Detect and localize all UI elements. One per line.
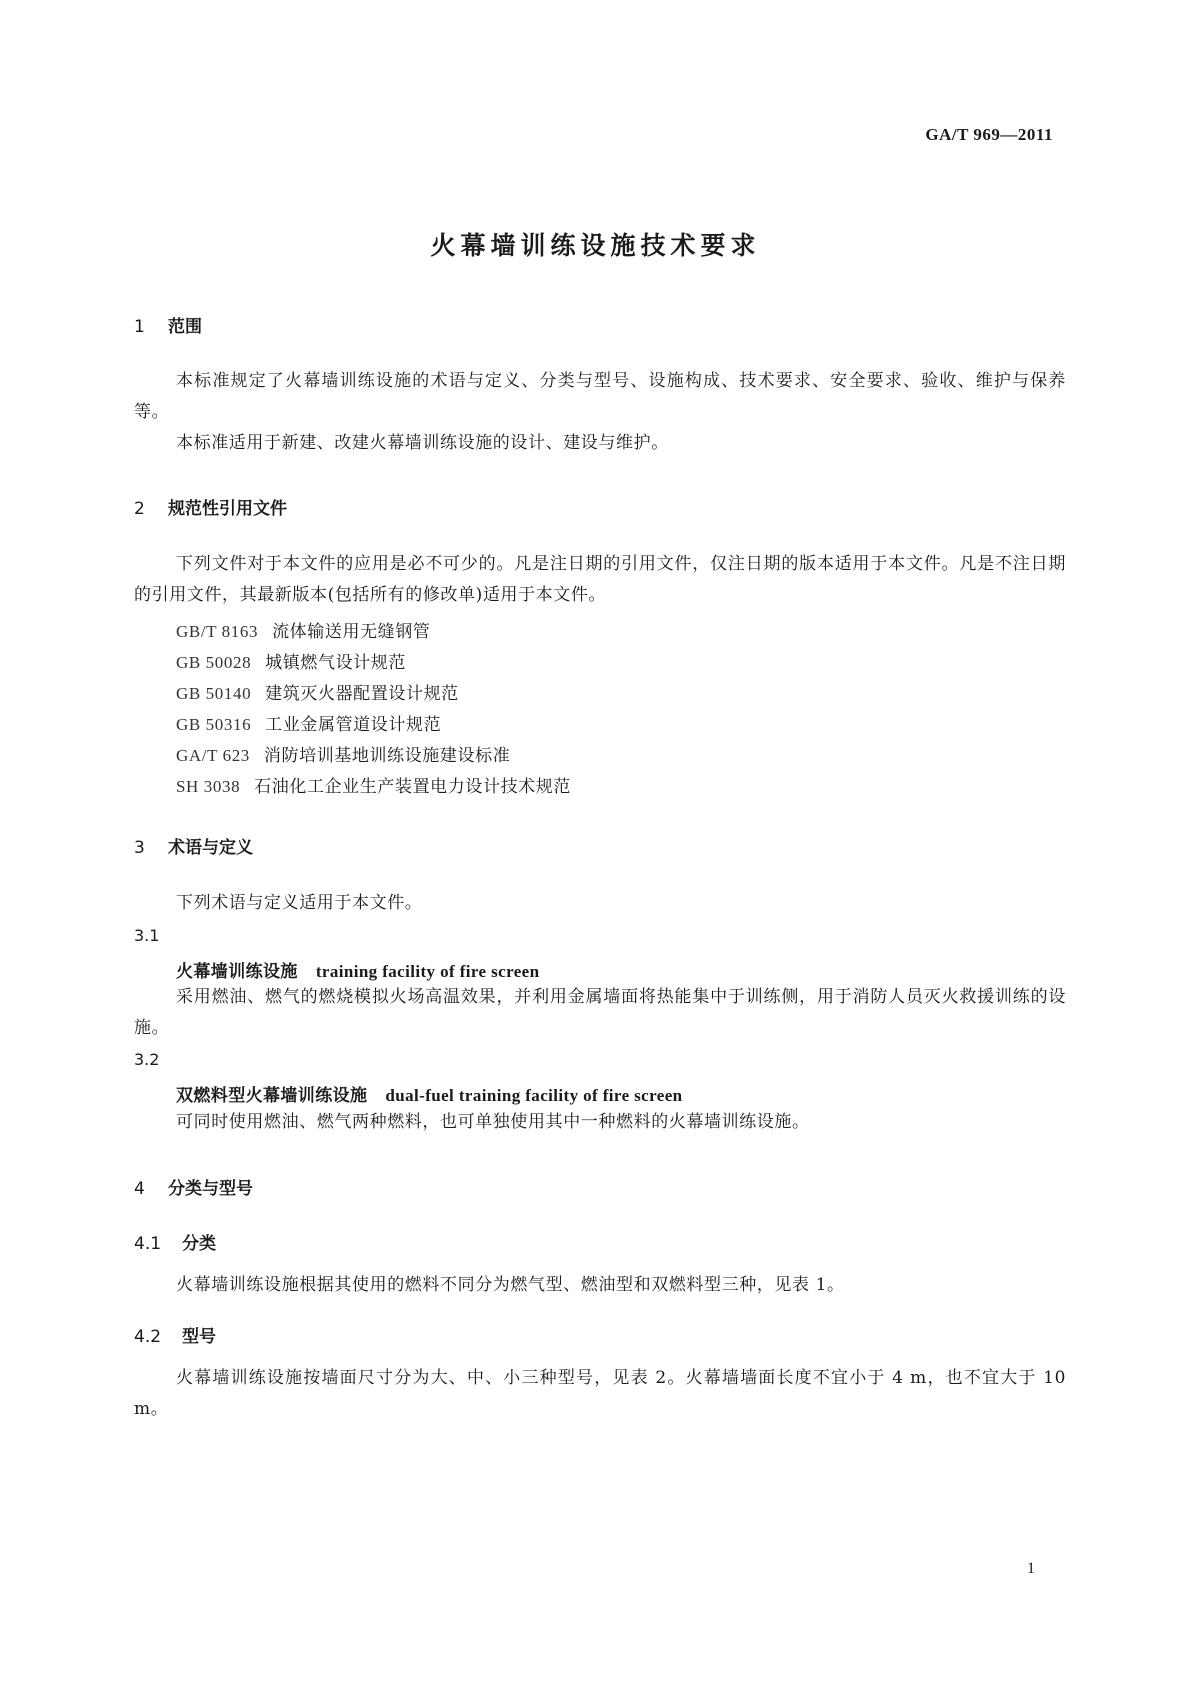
- section-4-heading: [134, 1174, 253, 1199]
- clause-number: 3.1: [134, 926, 160, 945]
- reference-code: GB/T 8163: [176, 622, 259, 641]
- term-definition: 可同时使用燃油、燃气两种燃料，也可单独使用其中一种燃料的火幕墙训练设施。: [176, 1112, 810, 1132]
- reference-title: 城镇燃气设计规范: [265, 653, 406, 673]
- section-2-heading: [134, 494, 287, 519]
- reference-item: [176, 741, 510, 766]
- reference-title: 流体输送用无缝钢管: [272, 622, 431, 642]
- reference-code: GB 50316: [176, 715, 252, 734]
- section-number: 4: [134, 1179, 145, 1199]
- subsection-4-2-heading: [134, 1322, 216, 1347]
- reference-title: 工业金属管道设计规范: [265, 715, 442, 735]
- subsection-title: 型号: [182, 1327, 216, 1347]
- term-chinese: 火幕墙训练设施: [176, 962, 298, 982]
- page-number: 1: [1027, 1560, 1035, 1577]
- term-chinese: 双燃料型火幕墙训练设施: [176, 1086, 368, 1106]
- reference-code: SH 3038: [176, 777, 241, 796]
- section-1-paragraph-2: 本标准适用于新建、改建火幕墙训练设施的设计、建设与维护。: [176, 433, 669, 453]
- subsection-title: 分类: [182, 1234, 216, 1254]
- term-english: dual-fuel training facility of fire screen: [385, 1086, 683, 1105]
- section-1-heading: [134, 312, 202, 337]
- clause-number: 3.2: [134, 1050, 160, 1069]
- term-english: training facility of fire screen: [315, 962, 540, 981]
- reference-title: 消防培训基地训练设施建设标准: [263, 746, 511, 766]
- section-number: 2: [134, 499, 145, 519]
- reference-item: [176, 617, 430, 642]
- reference-title: 石油化工企业生产装置电力设计技术规范: [254, 777, 571, 797]
- section-3-heading: [134, 833, 253, 858]
- subsection-4-1-paragraph: 火幕墙训练设施根据其使用的燃料不同分为燃气型、燃油型和双燃料型三种，见表 1。: [176, 1275, 845, 1295]
- term-entry: [176, 957, 540, 982]
- section-title: 术语与定义: [168, 838, 253, 858]
- section-2-paragraph-1: 下列文件对于本文件的应用是必不可少的。凡是注日期的引用文件，仅注日期的版本适用于本文件。凡是不注日期的引用文件，其最新版本(包括所有的修改单)适用于本文件。: [134, 554, 1066, 605]
- reference-code: GB 50140: [176, 684, 252, 703]
- document-title: 火幕墙训练设施技术要求: [430, 231, 761, 260]
- reference-item: [176, 679, 459, 704]
- subsection-number: 4.2: [134, 1327, 162, 1347]
- reference-code: GA/T 623: [176, 746, 250, 765]
- reference-item: [176, 710, 441, 735]
- reference-item: [176, 772, 571, 797]
- reference-item: [176, 648, 406, 673]
- section-number: 3: [134, 838, 145, 858]
- term-entry: [176, 1081, 683, 1106]
- section-1-paragraph-1: 本标准规定了火幕墙训练设施的术语与定义、分类与型号、设施构成、技术要求、安全要求、验收、维护与保养等。: [134, 371, 1066, 422]
- subsection-4-2-paragraph: 火幕墙训练设施按墙面尺寸分为大、中、小三种型号，见表 2。火幕墙墙面长度不宜小于 4 m，也不宜大于 10 m。: [134, 1368, 1066, 1419]
- subsection-4-1-heading: [134, 1229, 216, 1254]
- section-title: 范围: [168, 317, 202, 337]
- subsection-number: 4.1: [134, 1234, 162, 1254]
- section-title: 规范性引用文件: [168, 499, 287, 519]
- section-number: 1: [134, 317, 145, 337]
- reference-code: GB 50028: [176, 653, 252, 672]
- term-definition: 采用燃油、燃气的燃烧模拟火场高温效果，并利用金属墙面将热能集中于训练侧，用于消防人员灭火救援训练的设施。: [134, 987, 1066, 1038]
- reference-title: 建筑灭火器配置设计规范: [265, 684, 459, 704]
- section-title: 分类与型号: [168, 1179, 253, 1199]
- section-3-paragraph-1: 下列术语与定义适用于本文件。: [176, 893, 423, 913]
- standard-code: GA/T 969—2011: [925, 125, 1053, 144]
